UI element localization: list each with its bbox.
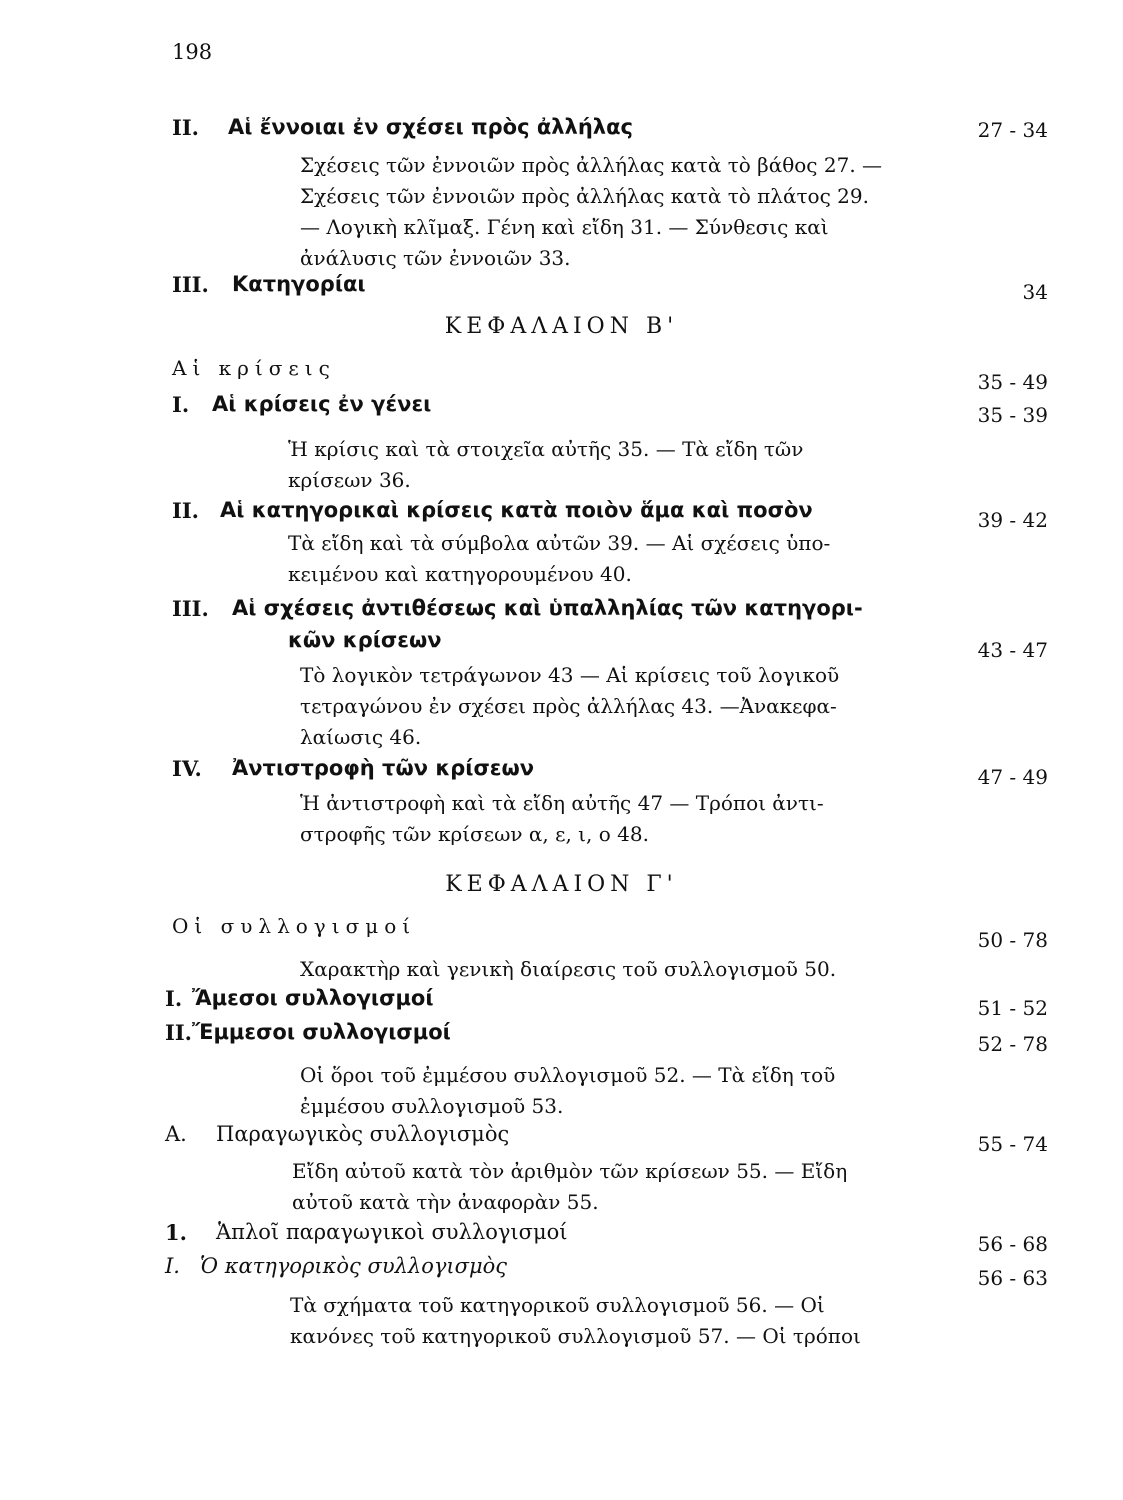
entry-description bbox=[288, 528, 830, 590]
chapter-heading: ΚΕΦΑΛΑΙΟΝ Γ' bbox=[445, 872, 678, 897]
entry-number: I. bbox=[165, 1254, 180, 1278]
description-line: Τὸ λογικὸν τετράγωνον 43 — Αἱ κρίσεις τοῦ λογικοῦ bbox=[300, 663, 840, 687]
entry-number: IV. bbox=[172, 756, 202, 781]
entry-description bbox=[292, 1156, 847, 1218]
entry-description bbox=[300, 788, 824, 850]
entry-title: Παραγωγικὸς συλλογισμὸς bbox=[216, 1122, 510, 1146]
description-line: Οἱ ὅροι τοῦ ἐμμέσου συλλογισμοῦ 52. — Τὰ εἴδη τοῦ bbox=[300, 1063, 836, 1087]
entry-title: Ἔμμεσοι συλλογισμοί bbox=[192, 1020, 451, 1044]
entry-number: II. bbox=[172, 498, 199, 523]
description-line: Εἴδη αὐτοῦ κατὰ τὸν ἀριθμὸν τῶν κρίσεων 55. — Εἴδη bbox=[292, 1159, 848, 1183]
entry-title: Ἀντιστροφὴ τῶν κρίσεων bbox=[232, 756, 535, 780]
entry-title: Αἱ κατηγορικαὶ κρίσεις κατὰ ποιὸν ἅμα καὶ ποσὸν bbox=[220, 498, 813, 522]
entry-number: II. bbox=[172, 115, 199, 140]
section-pages: 35 - 49 bbox=[977, 370, 1048, 394]
entry-title-continued: κῶν κρίσεων bbox=[288, 628, 442, 652]
entry-pages: 56 - 63 bbox=[977, 1266, 1048, 1290]
entry-pages: 35 - 39 bbox=[977, 403, 1048, 427]
description-line: Σχέσεις τῶν ἐννοιῶν πρὸς ἀλλήλας κατὰ τὸ πλάτος 29. bbox=[300, 184, 869, 208]
entry-number: Α. bbox=[165, 1122, 187, 1146]
entry-title: Ὁ κατηγορικὸς συλλογισμὸς bbox=[200, 1254, 508, 1278]
description-line: τετραγώνου ἐν σχέσει πρὸς ἀλλήλας 43. —Ἀνακεφα- bbox=[300, 694, 837, 718]
description-line: αὐτοῦ κατὰ τὴν ἀναφορὰν 55. bbox=[292, 1190, 599, 1214]
description-line: Τὰ εἴδη καὶ τὰ σύμβολα αὐτῶν 39. — Αἱ σχέσεις ὑπο- bbox=[288, 531, 831, 555]
entry-title: Ἄμεσοι συλλογισμοί bbox=[192, 986, 434, 1010]
entry-pages: 27 - 34 bbox=[977, 118, 1048, 142]
entry-pages: 43 - 47 bbox=[977, 638, 1048, 662]
chapter-heading: ΚΕΦΑΛΑΙΟΝ Β' bbox=[444, 314, 679, 339]
entry-number: 1. bbox=[165, 1220, 187, 1245]
entry-pages: 47 - 49 bbox=[977, 765, 1048, 789]
section-title: Οἱ συλλογισμοί bbox=[172, 914, 417, 938]
entry-pages: 55 - 74 bbox=[977, 1132, 1048, 1156]
entry-pages: 51 - 52 bbox=[977, 996, 1048, 1020]
entry-pages: 56 - 68 bbox=[977, 1232, 1048, 1256]
description-line: κρίσεων 36. bbox=[288, 468, 411, 492]
description-line: ἀνάλυσις τῶν ἐννοιῶν 33. bbox=[300, 246, 571, 270]
entry-title: Αἱ σχέσεις ἀντιθέσεως καὶ ὑπαλληλίας τῶν κατηγορι- bbox=[232, 596, 863, 620]
entry-description bbox=[300, 1060, 835, 1122]
section-pages: 50 - 78 bbox=[977, 928, 1048, 952]
description-line: Ἡ κρίσις καὶ τὰ στοιχεῖα αὐτῆς 35. — Τὰ εἴδη τῶν bbox=[288, 437, 804, 461]
description-line: ἐμμέσου συλλογισμοῦ 53. bbox=[300, 1094, 564, 1118]
section-title: Αἱ κρίσεις bbox=[172, 356, 336, 380]
entry-description bbox=[300, 150, 882, 274]
entry-pages: 34 bbox=[1022, 280, 1048, 304]
entry-number: I. bbox=[172, 392, 190, 417]
entry-number: II. bbox=[165, 1020, 192, 1045]
entry-number: I. bbox=[165, 986, 183, 1011]
entry-description bbox=[300, 660, 839, 753]
entry-description bbox=[288, 434, 803, 496]
description-line: λαίωσις 46. bbox=[300, 725, 422, 749]
entry-number: III. bbox=[172, 272, 209, 297]
description-line: κειμένου καὶ κατηγορουμένου 40. bbox=[288, 562, 632, 586]
entry-title: Κατηγορίαι bbox=[232, 272, 366, 296]
description-line: στροφῆς τῶν κρίσεων α, ε, ι, ο 48. bbox=[300, 822, 649, 846]
entry-title: Αἱ κρίσεις ἐν γένει bbox=[212, 392, 432, 416]
description-line: Τὰ σχήματα τοῦ κατηγορικοῦ συλλογισμοῦ 56. — Οἱ bbox=[290, 1293, 825, 1317]
entry-pages: 39 - 42 bbox=[977, 508, 1048, 532]
section-description: Χαρακτὴρ καὶ γενικὴ διαίρεσις τοῦ συλλογισμοῦ 50. bbox=[300, 957, 837, 981]
description-line: κανόνες τοῦ κατηγορικοῦ συλλογισμοῦ 57. — Οἱ τρόποι bbox=[290, 1324, 861, 1348]
description-line: Ἡ ἀντιστροφὴ καὶ τὰ εἴδη αὐτῆς 47 — Τρόποι ἀντι- bbox=[300, 791, 824, 815]
entry-number: III. bbox=[172, 596, 209, 621]
entry-title: Ἁπλοῖ παραγωγικοὶ συλλογισμοί bbox=[216, 1220, 568, 1244]
entry-description bbox=[290, 1290, 861, 1352]
entry-pages: 52 - 78 bbox=[977, 1032, 1048, 1056]
description-line: Σχέσεις τῶν ἐννοιῶν πρὸς ἀλλήλας κατὰ τὸ βάθος 27. — bbox=[300, 153, 883, 177]
entry-title: Αἱ ἔννοιαι ἐν σχέσει πρὸς ἀλλήλας bbox=[228, 115, 633, 139]
page-number: 198 bbox=[172, 40, 213, 64]
description-line: — Λογικὴ κλῖμαξ. Γένη καὶ εἴδη 31. — Σύνθεσις καὶ bbox=[300, 215, 829, 239]
